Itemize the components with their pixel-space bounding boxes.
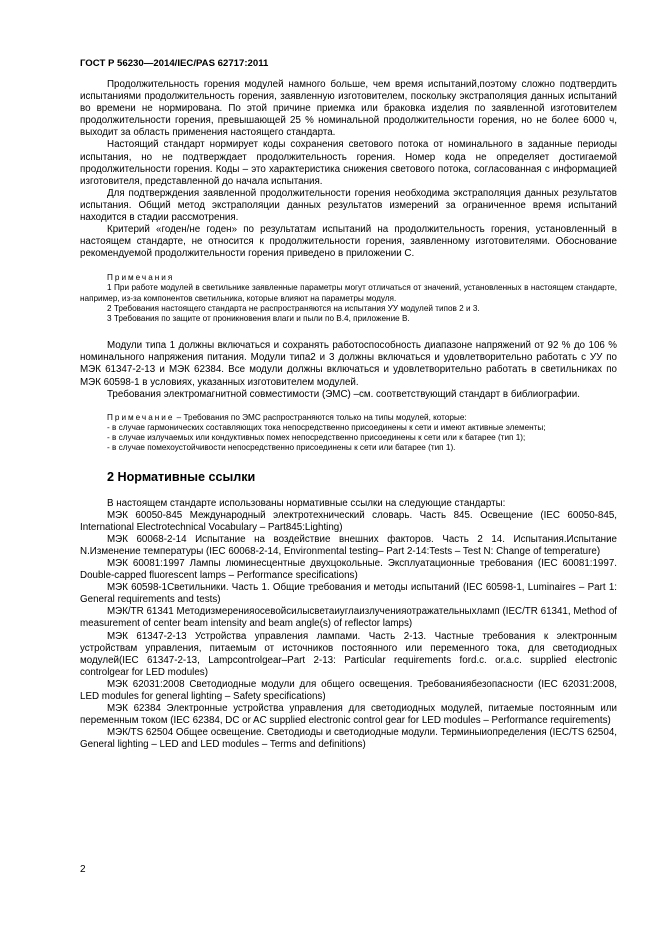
note-heading: Примечание xyxy=(107,412,175,422)
reference-item: МЭК 62031:2008 Светодиодные модули для общего освещения. Требованиябезопасности (IEC 62031:2008, LED modules for general lighting – Safety specifications) xyxy=(80,678,617,702)
note-item: - в случае помехоустойчивости непосредственно присоединены к сети или батарее (тип 1). xyxy=(107,443,456,453)
reference-item: МЭК 61347-2-13 Устройства управления лампами. Часть 2-13. Частные требования к электронным устройствам управления, питаемым от источников постоянного или переменного тока, для светодиодных модулей(IEC 61347-2-13, Lampcontrolgear–Part 2-13: Particular requirements ford.c. or.a.c. supplied electronic controlgear for LED modules) xyxy=(80,630,617,678)
reference-item: МЭК 60068-2-14 Испытание на воздействие внешних факторов. Часть 2 14. Испытания.Испытание N.Изменение температуры (IEC 60068-2-14, Environmental testing– Part 2-14:Tests – Test N: Change of temperature) xyxy=(80,533,617,557)
note-line xyxy=(80,413,617,423)
note-text: – Требования по ЭМС распространяются только на типы модулей, которые: xyxy=(174,412,467,422)
document-page xyxy=(80,58,617,751)
notes-block xyxy=(80,272,617,324)
note-item: 3 Требования по защите от проникновения влаги и пыли по В.4, приложение В. xyxy=(107,314,410,324)
section-title: 2 Нормативные ссылки xyxy=(107,469,256,484)
page-number: 2 xyxy=(80,864,86,875)
document-header: ГОСТ Р 56230—2014/IEC/PAS 62717:2011 xyxy=(80,58,269,69)
reference-item: МЭК/TR 61341 Методизмеренияосевойсилысветаиуглаизлученияотражательныхламп (IEC/TR 61341, Method of measurement of center beam intensity and beam angle(s) of reflector lamps) xyxy=(80,606,617,630)
paragraph: Продолжительность горения модулей намного больше, чем время испытаний,поэтому сложно подтвердить испытаниями продолжительность горения, заявленную изготовителем, поскольку экстраполяция данных испытаний во времени не нормирована. По этой причине приемка или браковка изделия по заявленной изготовителем продолжительности горения, превышающей 25 % номинальной продолжительности горения, но не более 6000 ч, выходит за область применения настоящего стандарта. xyxy=(80,79,617,139)
paragraph: Критерий «годен/не годен» по результатам испытаний на продолжительность горения, установленный в настоящем стандарте, не относится к продолжительности горения, заявленному изготовителями. Обоснование рекомендуемой продолжительности горения приведено в приложении С. xyxy=(80,224,617,260)
paragraph: Для подтверждения заявленной продолжительности горения необходима экстраполяция данных результатов испытания. Общий метод экстраполяции данных результатов измерений за ограниченное время испытаний находится в стадии рассмотрения. xyxy=(80,187,617,224)
reference-item: МЭК 60050-845 Международный электротехнический словарь. Часть 845. Освещение (IEC 60050-845, International Electrotechnical Vocabulary – Part845:Lighting) xyxy=(80,509,617,533)
reference-item: МЭК 60081:1997 Лампы люминесцентные двухцокольные. Эксплуатационные требования (IEC 60081:1997. Double-capped fluorescent lamps – Performance specifications) xyxy=(80,557,617,582)
notes-heading: Примечания xyxy=(107,273,175,283)
note-item: - в случае гармонических составляющих тока непосредственно присоединены к сети и имеют активные элементы; xyxy=(107,422,546,432)
reference-item: МЭК 60598-1Светильники. Часть 1. Общие требования и методы испытаний (IEC 60598-1, Luminaires – Part 1: General requirements and tests) xyxy=(80,582,617,606)
reference-item: МЭК 62384 Электронные устройства управления для светодиодных модулей, питаемые постоянным или переменным током (IEC 62384, DC or AC supplied electronic control gear for LED modules – Performance requirements) xyxy=(80,703,617,727)
note-block xyxy=(80,413,617,454)
paragraph: Настоящий стандарт нормирует коды сохранения светового потока от номинального в заданные периоды испытания, но не подтверждает продолжительность горения. Номер кода не определяет достигаемой продолжительности горения. Коды – это характеристика снижения светового потока, согласованная с информацией изготовителя, представленной до начала испытания. xyxy=(80,139,617,187)
reference-intro: В настоящем стандарте использованы нормативные ссылки на следующие стандарты: xyxy=(107,497,506,509)
paragraph-group xyxy=(80,340,617,400)
paragraph: Требования электромагнитной совместимости (ЭМС) –см. соответствующий стандарт в библиографии. xyxy=(107,388,580,400)
note-item: - в случае излучаемых или кондуктивных помех непосредственно присоединены к сети или к батарее (тип 1); xyxy=(107,433,526,443)
paragraph: Модули типа 1 должны включаться и сохранять работоспособность диапазоне напряжений от 92 % до 106 % номинального напряжения питания. Модули типа2 и 3 должны включаться и удовлетворительно работать с УУ по МЭК 61347-2-13 и МЭК 62384. Все модули должны включаться и удовлетворительно работать в светильниках по МЭК 60598-1 в условиях, указанных изготовителем модулей. xyxy=(80,340,617,388)
reference-item: МЭК/TS 62504 Общее освещение. Светодиоды и светодиодные модули. Терминыиопределения (IEC/TS 62504, General lighting – LED and LED modules – Terms and definitions) xyxy=(80,727,617,751)
note-item: 1 При работе модулей в светильнике заявленные параметры могут отличаться от значений, установленных в настоящем стандарте, например, из-за компонентов светильника, которые влияют на параметры модуля. xyxy=(80,283,617,303)
note-item: 2 Требования настоящего стандарта не распространяются на испытания УУ модулей типов 2 и 3. xyxy=(107,303,480,313)
